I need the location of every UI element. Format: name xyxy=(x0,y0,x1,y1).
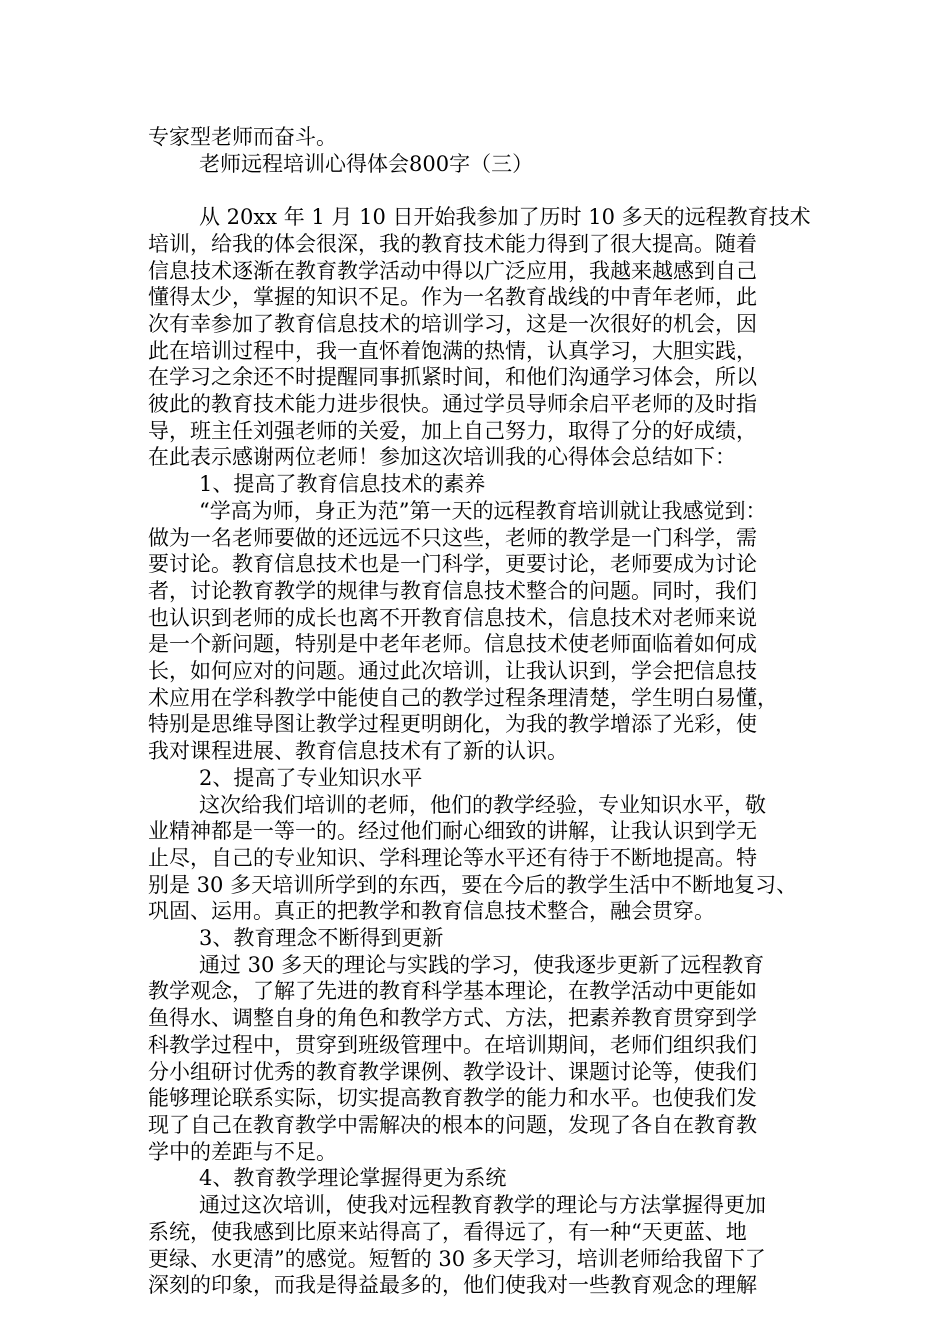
paragraph-line: 做为一名老师要做的还远远不只这些，老师的教学是一门科学，需 xyxy=(148,525,757,550)
paragraph-line: 术应用在学科教学中能使自己的教学过程条理清楚，学生明白易懂， xyxy=(148,685,778,710)
paragraph-line: 在学习之余还不时提醒同事抓紧时间，和他们沟通学习体会，所以 xyxy=(148,365,757,390)
paragraph-line: 深刻的印象，而我是得益最多的，他们使我对一些教育观念的理解 xyxy=(148,1273,757,1298)
opening-line: 专家型老师而奋斗。 xyxy=(148,125,337,149)
paragraph-line: 我对课程进展、教育信息技术有了新的认识。 xyxy=(148,739,568,764)
paragraph-line: 特别是思维导图让教学过程更明朗化，为我的教学增添了光彩，使 xyxy=(148,712,757,737)
paragraph-line: 在此表示感谢两位老师！参加这次培训我的心得体会总结如下： xyxy=(148,445,736,470)
paragraph-line: 更绿、水更清”的感觉。短暂的 30 多天学习，培训老师给我留下了 xyxy=(148,1246,766,1271)
section-heading: 1、提高了教育信息技术的素养 xyxy=(199,472,486,497)
paragraph-line: 学中的差距与不足。 xyxy=(148,1139,337,1164)
paragraph-line: 系统，使我感到比原来站得高了，看得远了，有一种“天更蓝、地 xyxy=(148,1219,747,1244)
paragraph-line: 别是 30 多天培训所学到的东西，要在今后的教学生活中不断地复习、 xyxy=(148,872,798,897)
paragraph-line: 通过这次培训，使我对远程教育教学的理论与方法掌握得更加 xyxy=(199,1193,766,1218)
paragraph-line: 信息技术逐渐在教育教学活动中得以广泛应用，我越来越感到自己 xyxy=(148,258,757,283)
paragraph-line: 要讨论。教育信息技术也是一门科学，更要讨论，老师要成为讨论 xyxy=(148,552,757,577)
paragraph-line: 止尽，自己的专业知识、学科理论等水平还有待于不断地提高。特 xyxy=(148,845,757,870)
paragraph-line: 能够理论联系实际，切实提高教育教学的能力和水平。也使我们发 xyxy=(148,1086,757,1111)
section-heading: 3、教育理念不断得到更新 xyxy=(199,926,444,951)
paragraph-line: 教学观念，了解了先进的教育科学基本理论，在教学活动中更能如 xyxy=(148,979,757,1004)
paragraph xyxy=(148,1192,840,1299)
paragraph-line: 鱼得水、调整自身的角色和教学方式、方法，把素养教育贯穿到学 xyxy=(148,1006,757,1031)
section-title: 老师远程培训心得体会800字（三） xyxy=(199,151,534,176)
paragraph-line: 从 20xx 年 1 月 10 日开始我参加了历时 10 多天的远程教育技术 xyxy=(199,205,811,230)
paragraph-line: 培训，给我的体会很深，我的教育技术能力得到了很大提高。随着 xyxy=(148,231,757,256)
paragraph-line: 科教学过程中，贯穿到班级管理中。在培训期间，老师们组织我们 xyxy=(148,1032,757,1057)
paragraph-line: 分小组研讨优秀的教育教学课例、教学设计、课题讨论等，使我们 xyxy=(148,1059,757,1084)
paragraph xyxy=(148,498,840,765)
paragraph-line: 通过 30 多天的理论与实践的学习，使我逐步更新了远程教育 xyxy=(199,952,765,977)
blank-line xyxy=(148,177,840,204)
section-heading: 2、提高了专业知识水平 xyxy=(199,765,423,790)
paragraph-line: 业精神都是一等一的。经过他们耐心细致的讲解，让我认识到学无 xyxy=(148,819,757,844)
paragraph-line: 这次给我们培训的老师，他们的教学经验，专业知识水平，敬 xyxy=(199,792,766,817)
paragraph-line: 次有幸参加了教育信息技术的培训学习，这是一次很好的机会，因 xyxy=(148,311,757,336)
paragraph-line: 现了自己在教育教学中需解决的根本的问题，发现了各自在教育教 xyxy=(148,1113,757,1137)
paragraph-line: 者，讨论教育教学的规律与教育信息技术整合的问题。同时，我们 xyxy=(148,578,757,603)
section-heading: 4、教育教学理论掌握得更为系统 xyxy=(199,1166,507,1191)
paragraph-line: 也认识到老师的成长也离不开教育信息技术，信息技术对老师来说 xyxy=(148,605,757,630)
document-body xyxy=(148,204,840,1299)
paragraph-line: “学高为师，身正为范”第一天的远程教育培训就让我感觉到： xyxy=(199,498,767,523)
paragraph-line: 巩固、运用。真正的把教学和教育信息技术整合，融会贯穿。 xyxy=(148,899,715,924)
paragraph-line: 是一个新问题，特别是中老年老师。信息技术使老师面临着如何成 xyxy=(148,632,757,657)
paragraph-line: 此在培训过程中，我一直怀着饱满的热情，认真学习，大胆实践， xyxy=(148,338,757,363)
paragraph-line: 懂得太少，掌握的知识不足。作为一名教育战线的中青年老师，此 xyxy=(148,285,757,310)
paragraph-line: 长，如何应对的问题。通过此次培训，让我认识到，学会把信息技 xyxy=(148,659,757,684)
paragraph xyxy=(148,204,840,471)
paragraph xyxy=(148,792,840,926)
paragraph-line: 彼此的教育技术能力进步很快。通过学员导师余启平老师的及时指 xyxy=(148,392,757,417)
paragraph xyxy=(148,952,840,1166)
paragraph-line: 导，班主任刘强老师的关爱，加上自己努力，取得了分的好成绩， xyxy=(148,418,757,443)
